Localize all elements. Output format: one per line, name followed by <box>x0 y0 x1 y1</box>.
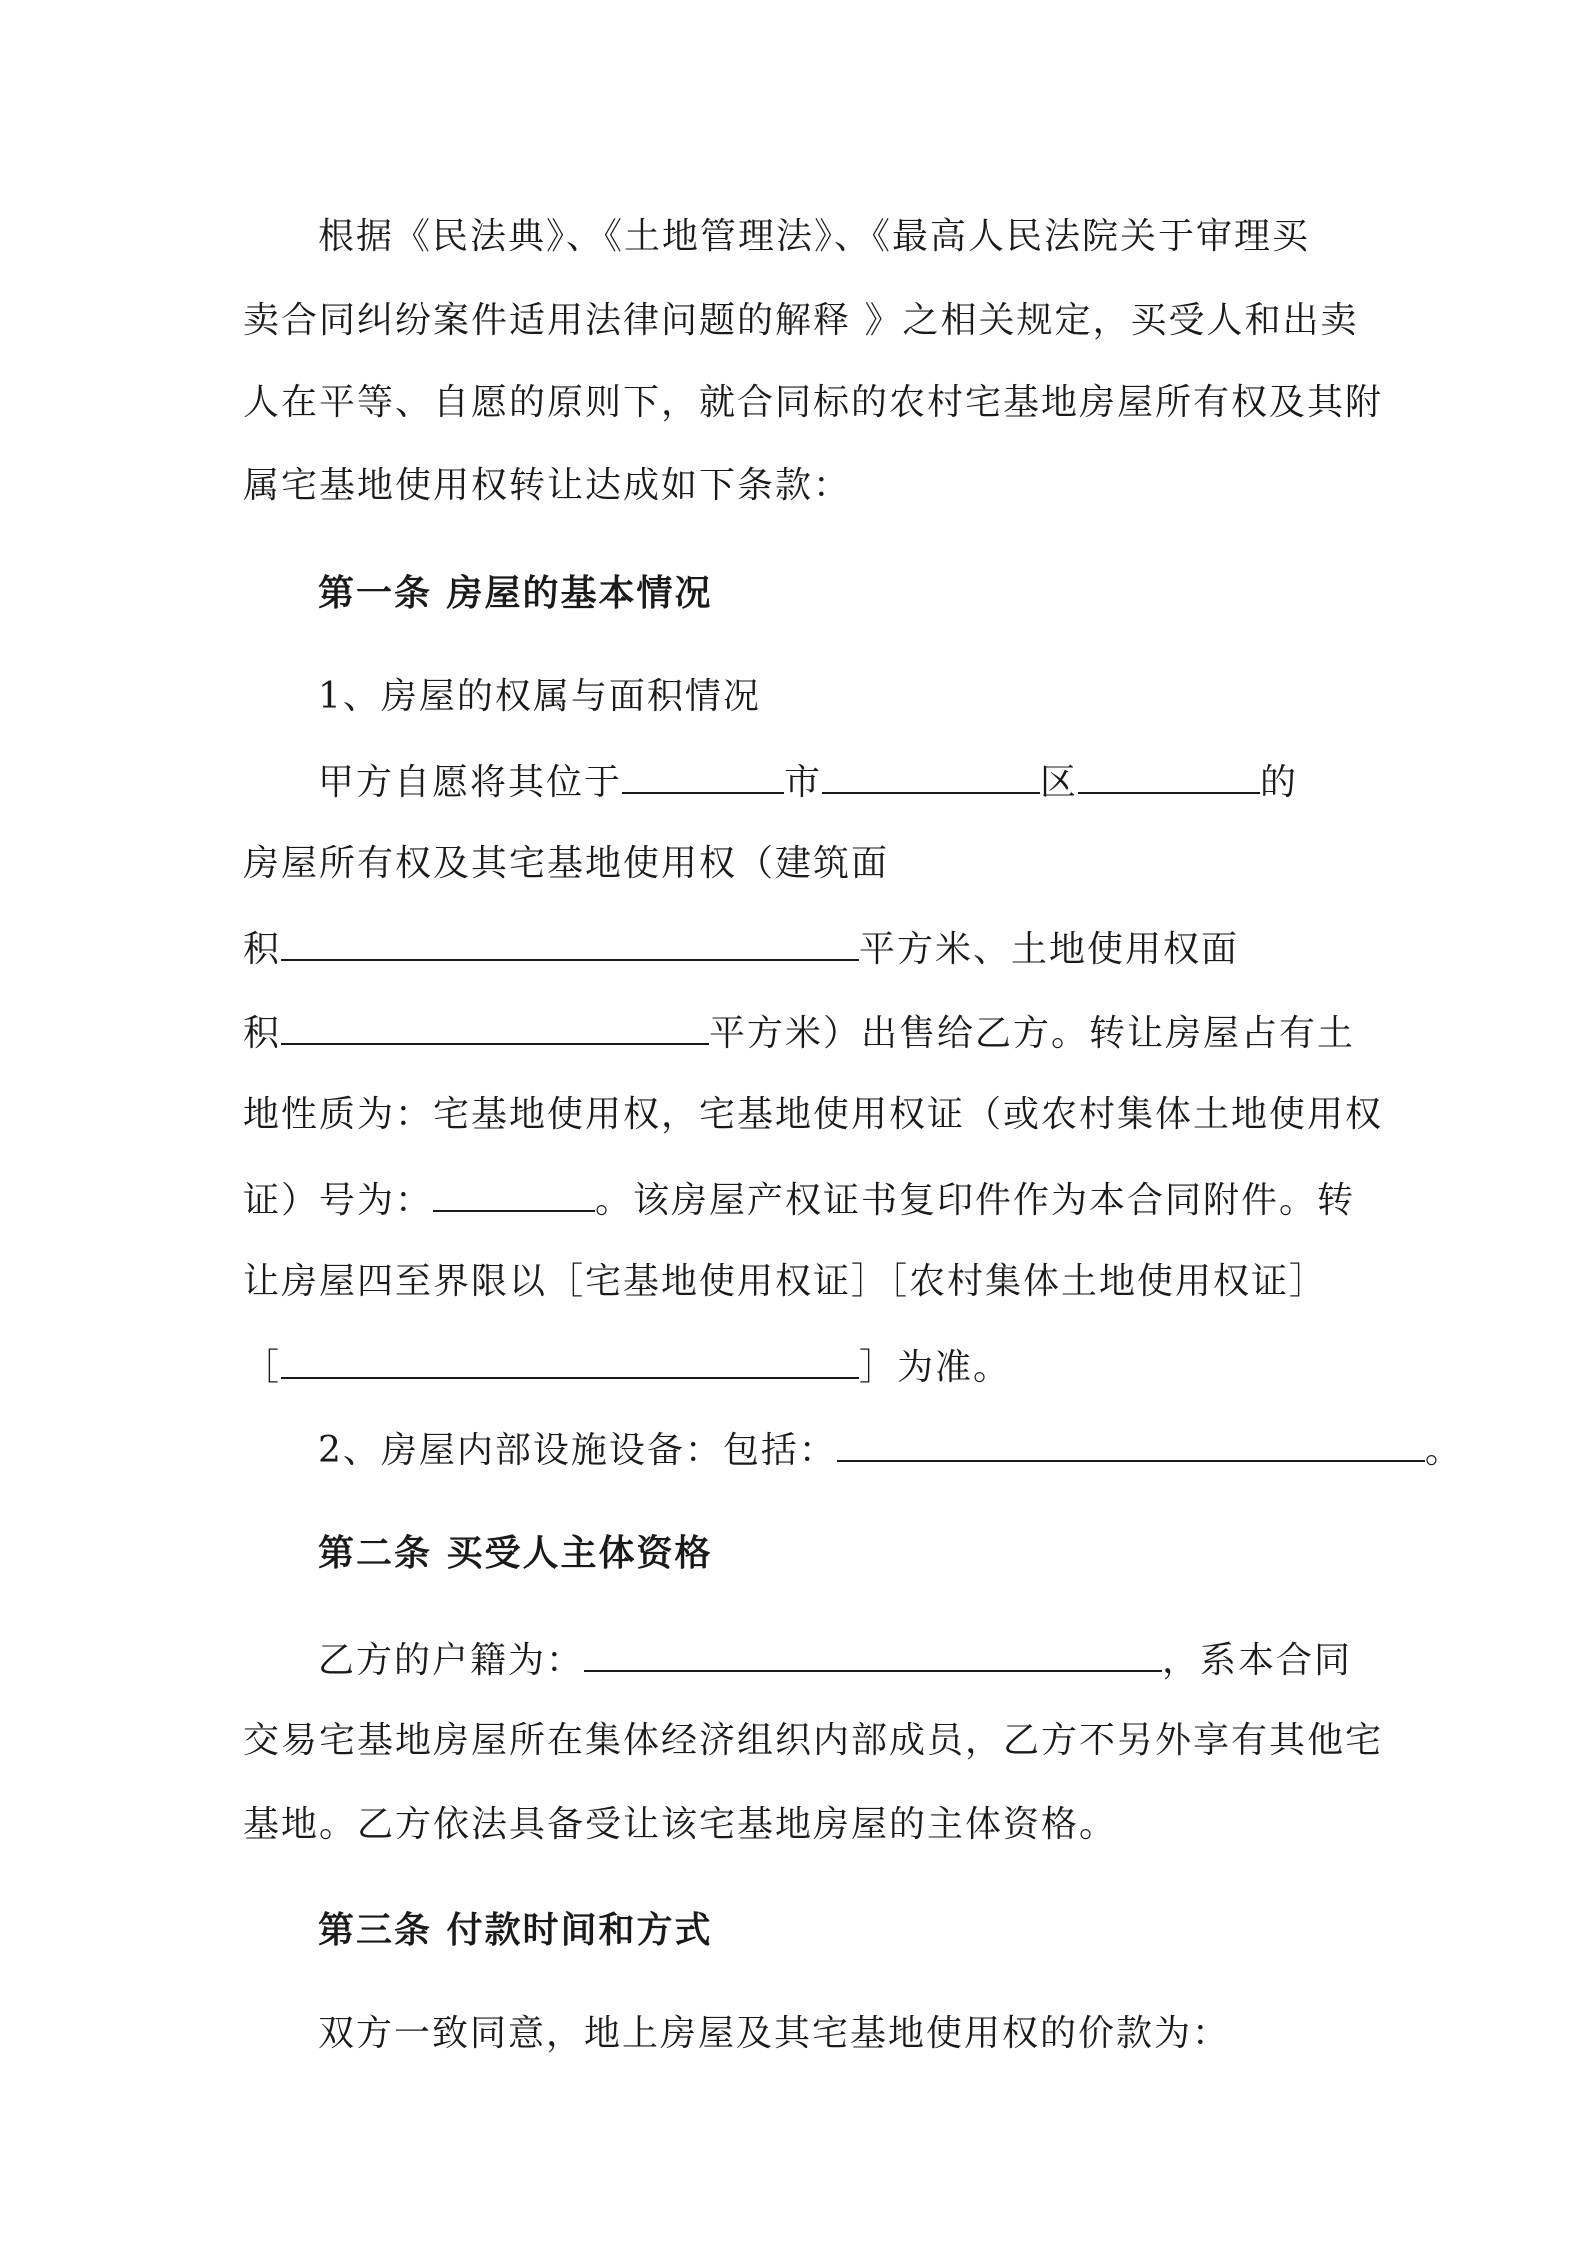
article-2-line-2: 交易宅基地房屋所在集体经济组织内部成员，乙方不另外享有其他宅 <box>243 1720 1384 1761</box>
article-3-line-1: 双方一致同意，地上房屋及其宅基地使用权的价款为： <box>318 2013 1231 2054</box>
building-area-prefix: 积 <box>243 929 282 970</box>
article-2-line-3: 基地。乙方依法具备受让该宅基地房屋的主体资格。 <box>243 1804 1118 1845</box>
article-1-location-line <box>318 758 1298 805</box>
article-3-title: 第三条 付款时间和方式 <box>318 1909 713 1951</box>
article-1-land-area-line <box>243 1009 1355 1056</box>
location-prefix: 甲方自愿将其位于 <box>318 762 623 803</box>
household-prefix: 乙方的户籍为： <box>318 1640 585 1681</box>
article-1-certificate-line <box>243 1176 1355 1223</box>
article-1-boundary-line <box>243 1343 1011 1390</box>
article-1-line-2: 房屋所有权及其宅基地使用权（建筑面 <box>243 843 890 884</box>
intro-line-4: 属宅基地使用权转让达成如下条款： <box>243 465 852 506</box>
land-area-blank[interactable] <box>281 1009 709 1045</box>
household-suffix: ，系本合同 <box>1162 1640 1353 1681</box>
land-area-suffix: 平方米）出售给乙方。转让房屋占有土 <box>709 1013 1356 1054</box>
article-2-title: 第二条 买受人主体资格 <box>318 1532 713 1574</box>
district-label: 区 <box>1040 762 1079 803</box>
article-1-subsection-1: 1、房屋的权属与面积情况 <box>318 676 761 717</box>
certificate-number-blank[interactable] <box>433 1176 595 1212</box>
certificate-suffix: 。该房屋产权证书复印件作为本合同附件。转 <box>595 1180 1356 1221</box>
facilities-label: 2、房屋内部设施设备：包括： <box>318 1430 837 1471</box>
address-blank[interactable] <box>1078 758 1260 794</box>
facilities-end: 。 <box>1424 1430 1463 1471</box>
article-1-line-7: 让房屋四至界限以［宅基地使用权证］［农村集体土地使用权证］ <box>243 1261 1328 1302</box>
boundary-suffix: ］为准。 <box>859 1347 1012 1388</box>
intro-line-3: 人在平等、自愿的原则下，就合同标的农村宅基地房屋所有权及其附 <box>243 382 1384 423</box>
city-label: 市 <box>784 762 823 803</box>
facilities-blank[interactable] <box>837 1426 1425 1462</box>
land-area-prefix: 积 <box>243 1013 282 1054</box>
certificate-prefix: 证）号为： <box>243 1180 434 1221</box>
household-blank[interactable] <box>584 1636 1162 1672</box>
city-blank[interactable] <box>622 758 784 794</box>
location-suffix: 的 <box>1260 762 1299 803</box>
article-1-line-5: 地性质为：宅基地使用权，宅基地使用权证（或农村集体土地使用权 <box>243 1094 1384 1135</box>
article-2-household-line <box>318 1636 1352 1683</box>
building-area-suffix: 平方米、土地使用权面 <box>859 929 1240 970</box>
article-1-building-area-line <box>243 925 1239 972</box>
intro-line-2: 卖合同纠纷案件适用法律问题的解释 》之相关规定，买受人和出卖 <box>243 300 1359 341</box>
article-1-subsection-2 <box>318 1426 1463 1473</box>
intro-line-1: 根据《民法典》、《土地管理法》、《最高人民法院关于审理买 <box>318 216 1311 257</box>
article-1-title: 第一条 房屋的基本情况 <box>318 572 713 614</box>
boundary-blank[interactable] <box>281 1343 859 1379</box>
district-blank[interactable] <box>822 758 1040 794</box>
boundary-open-bracket: ［ <box>243 1347 282 1388</box>
building-area-blank[interactable] <box>281 925 859 961</box>
